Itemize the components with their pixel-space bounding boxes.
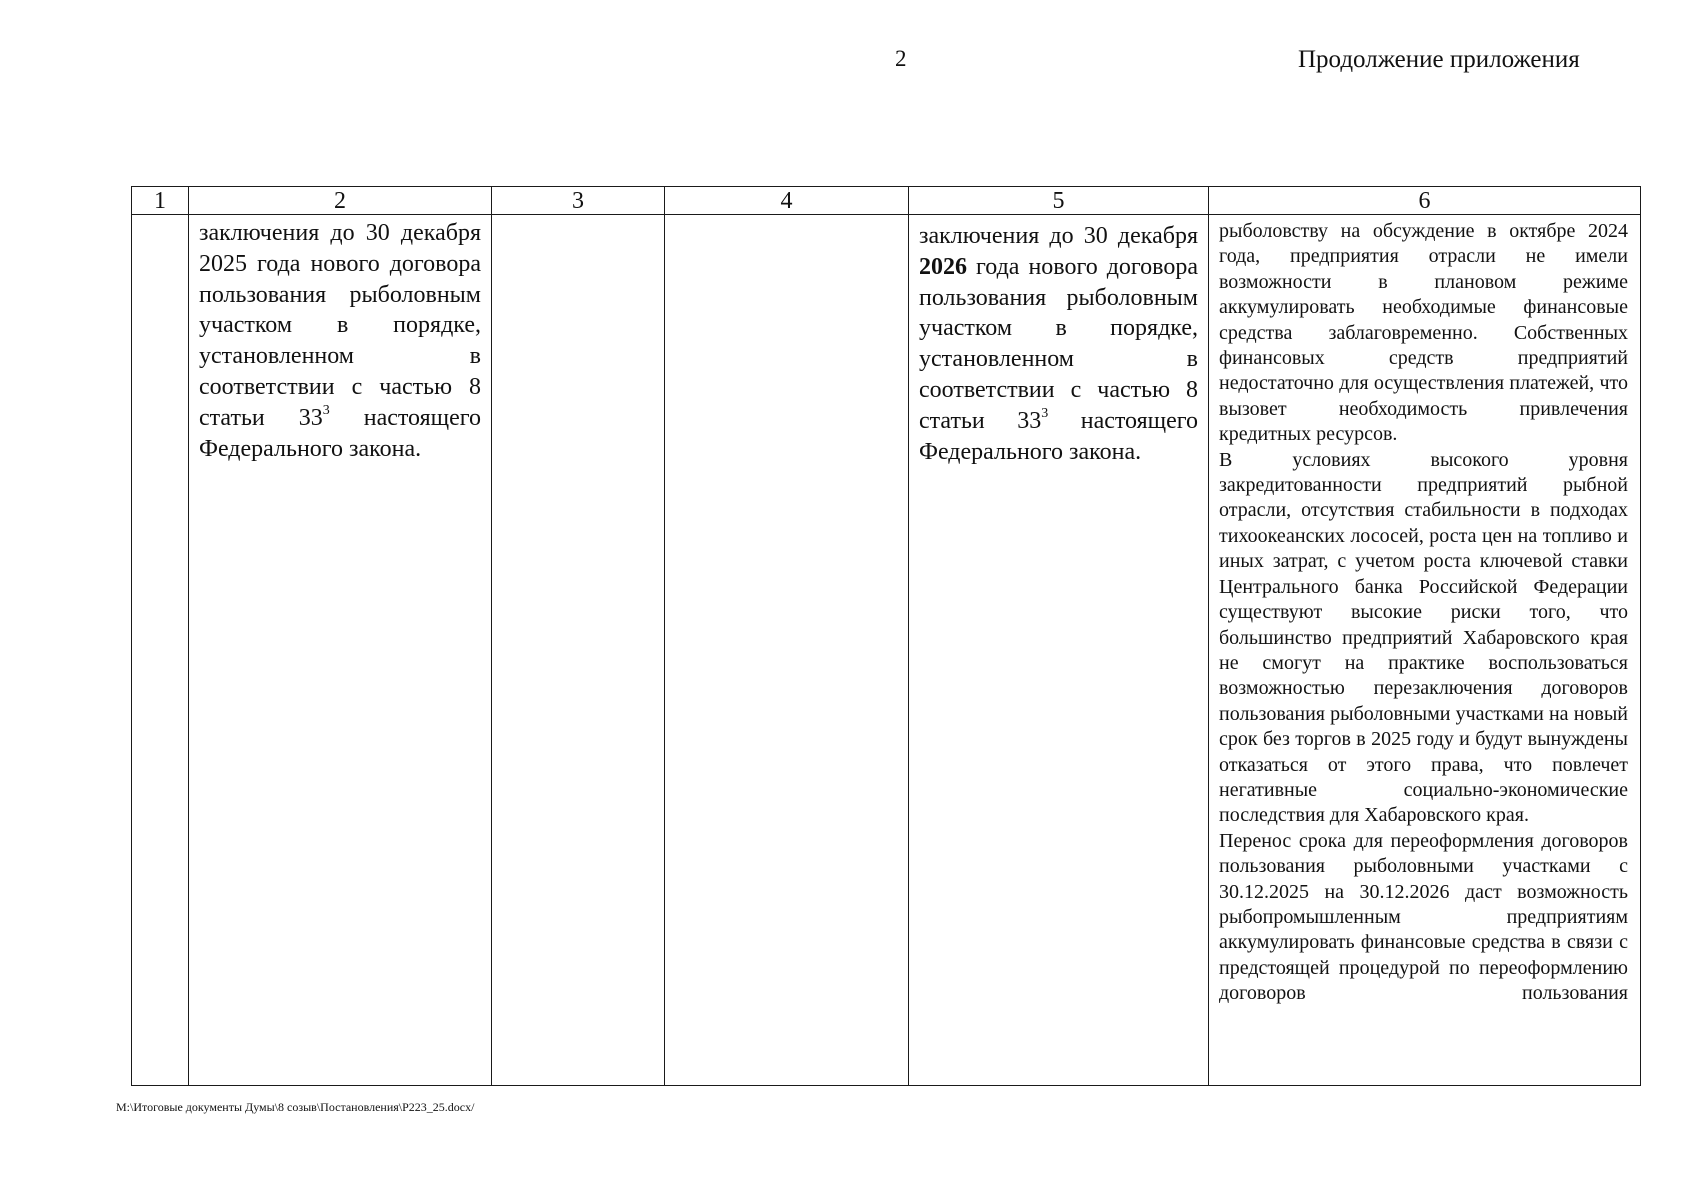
cell-col-6 <box>1209 215 1641 1086</box>
justification-text <box>1209 215 1640 1007</box>
article-superscript: 3 <box>322 402 330 418</box>
proposed-wording-main: года нового договора пользования рыболовным участком в порядке, установленном в соответствии с частью 8 статьи 33 <box>919 253 1198 434</box>
table-row <box>132 215 1641 1086</box>
proposed-year-bold: 2026 <box>919 253 967 280</box>
appendix-continuation-note: Продолжение приложения <box>1298 46 1580 73</box>
footer-file-path: М:\Итоговые документы Думы\8 созыв\Постановления\Р223_25.docx/ <box>116 1100 475 1114</box>
article-superscript: 3 <box>1041 405 1049 421</box>
justification-paragraph-2: В условиях высокого уровня закредитованности предприятий рыбной отрасли, отсутствия стабильности в подходах тихоокеанских лососей, роста цен на топливо и иных затрат, с учетом роста ключевой ставки Центрального банка Российской Федерации существуют высокие риски того, что большинство предприятий Хабаровского края не смогут на практике воспользоваться возможностью перезаключения договоров пользования рыболовными участками на новый срок без торгов в 2025 году и будут вынуждены отказаться от этого права, что повлечет негативные социально-экономические последствия для Хабаровского края. <box>1219 448 1628 827</box>
column-header-5: 5 <box>909 187 1209 215</box>
page-number: 2 <box>895 46 907 71</box>
column-header-4: 4 <box>665 187 909 215</box>
current-wording-main: заключения до 30 декабря 2025 года нового договора пользования рыболовным участком в порядке, установленном в соответствии с частью 8 статьи 33 <box>199 220 481 431</box>
cell-col-5 <box>909 215 1209 1086</box>
column-header-3: 3 <box>492 187 665 215</box>
proposed-wording-start: заключения до 30 декабря <box>919 223 1198 249</box>
proposed-wording-tail: настоящего Федерального закона. <box>919 407 1198 465</box>
column-header-6: 6 <box>1209 187 1641 215</box>
cell-col-4 <box>665 215 909 1086</box>
justification-paragraph-3: Перенос срока для переоформления договоров пользования рыболовными участками с 30.12.2025 на 30.12.2026 даст возможность рыбопромышленным предприятиям аккумулировать финансовые средства в связи с предстоящей процедурой по переоформлению договоров пользования <box>1219 829 1628 1005</box>
cell-col-2 <box>189 215 492 1086</box>
justification-paragraph-1: рыболовству на обсуждение в октябре 2024 года, предприятия отрасли не имели возможности в плановом режиме аккумулировать необходимые финансовые средства заблаговременно. Собственных финансовых средств предприятий недостаточно для осуществления платежей, что вызовет необходимость привлечения кредитных ресурсов. <box>1219 220 1628 446</box>
current-wording-text <box>189 215 491 464</box>
cell-col-3 <box>492 215 665 1086</box>
table-header-row <box>132 187 1641 215</box>
column-header-2: 2 <box>189 187 492 215</box>
document-table <box>131 186 1641 1086</box>
current-wording-tail: настоящего Федерального закона. <box>199 404 481 462</box>
proposed-wording-text <box>909 215 1208 467</box>
column-header-1: 1 <box>132 187 189 215</box>
cell-col-1 <box>132 215 189 1086</box>
